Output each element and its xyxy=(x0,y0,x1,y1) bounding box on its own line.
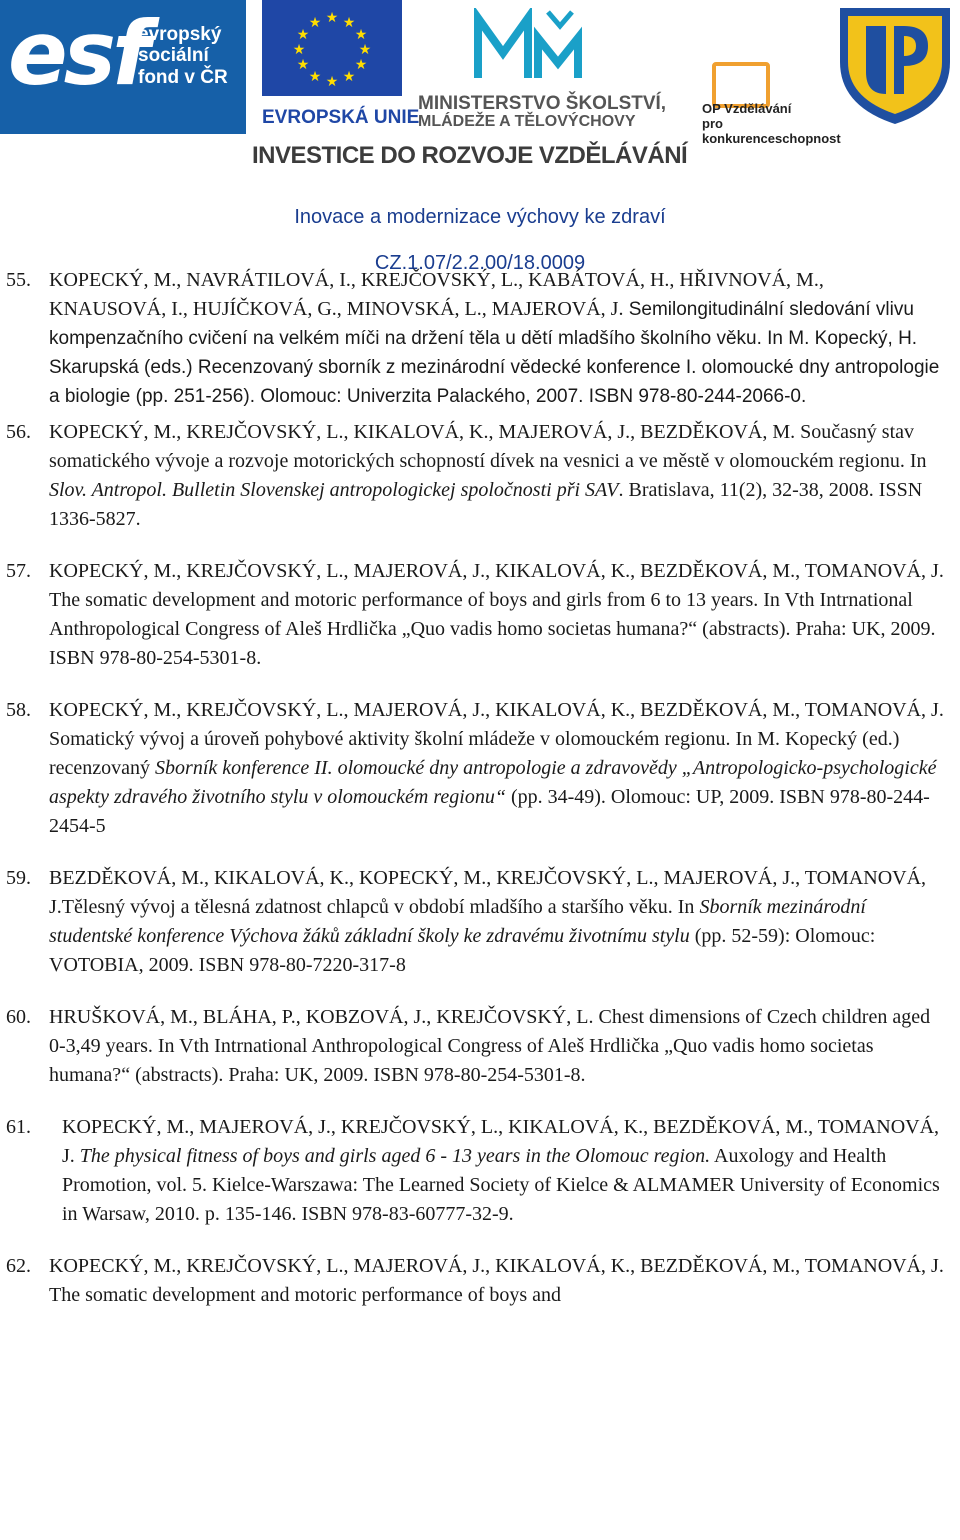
svg-text:★: ★ xyxy=(296,57,310,73)
svg-text:★: ★ xyxy=(358,42,372,58)
reference-text: (pp. 52-59): Olomouc: VOTOBIA, 2009. ISBN 978-80-7220-317-8 xyxy=(49,925,876,976)
reference-source-title: Sborník mezinárodní studentské konference Výchova žáků základní školy ke zdravému životnímu stylu xyxy=(49,896,866,947)
svg-text:★: ★ xyxy=(354,57,368,73)
reference-number: 59. xyxy=(6,867,31,889)
reference-item xyxy=(0,1003,960,1090)
eu-caption: EVROPSKÁ UNIE xyxy=(262,107,420,128)
svg-text:★: ★ xyxy=(308,15,322,31)
reference-text: Tělesný vývoj a tělesná zdatnost chlapců v období mladšího a staršího věku. In xyxy=(61,896,700,918)
esf-caption xyxy=(138,24,228,88)
reference-text: Somatický vývoj a úroveň pohybové aktivity školní mládeže v olomouckém regionu. In M. Kopecký (ed.) recenzovaný xyxy=(49,728,900,779)
reference-authors: KOPECKÝ, M., KREJČOVSKÝ, L., MAJEROVÁ, J., KIKALOVÁ, K., BEZDĚKOVÁ, M., TOMANOVÁ, J. xyxy=(49,1255,944,1277)
reference-item xyxy=(0,696,960,841)
msmt-name-line1: MINISTERSTVO ŠKOLSTVÍ, xyxy=(418,93,667,114)
reference-item xyxy=(0,864,960,980)
eu-logo xyxy=(262,0,420,134)
reference-authors: KOPECKÝ, M., KREJČOVSKÝ, L., MAJEROVÁ, J., KIKALOVÁ, K., BEZDĚKOVÁ, M., TOMANOVÁ, J. xyxy=(49,699,944,721)
esf-logo-text: esf xyxy=(8,2,147,105)
svg-text:★: ★ xyxy=(342,69,356,85)
op-caption-line: OP Vzdělávání xyxy=(702,101,792,116)
svg-text:★: ★ xyxy=(325,10,339,26)
reference-number: 57. xyxy=(6,560,31,582)
project-title: Inovace a modernizace výchovy ke zdraví xyxy=(294,206,666,228)
reference-text: Auxology and Health Promotion, vol. 5. Kielce-Warszawa: The Learned Society of Kielce & ALMAMER University of Economics in Warsaw, 2010. p. 135-146. ISBN 978-83-60777-32-9. xyxy=(62,1145,940,1225)
reference-number: 55. xyxy=(6,269,31,291)
reference-item xyxy=(0,418,960,534)
svg-text:★: ★ xyxy=(296,27,310,43)
reference-text: Současný stav somatického vývoje a rozvoje motorických schopností dívek na vesnici a ve městě v olomouckém regionu. In xyxy=(49,421,927,472)
reference-text: . Bratislava, 11(2), 32-38, 2008. ISSN 1336-5827. xyxy=(49,479,923,530)
reference-source-title: The physical fitness of boys and girls aged 6 - 13 years in the Olomouc region. xyxy=(74,1145,711,1167)
svg-text:★: ★ xyxy=(354,27,368,43)
svg-text:★: ★ xyxy=(342,15,356,31)
up-shield-logo xyxy=(836,2,954,128)
reference-source-title: Slov. Antropol. Bulletin Slovenskej antropologickej spoločnosti při SAV xyxy=(49,479,619,501)
reference-list xyxy=(0,266,960,1310)
reference-number: 60. xyxy=(6,1006,31,1028)
reference-text: (pp. 34-49). Olomouc: UP, 2009. ISBN 978-80-244-2454-5 xyxy=(49,786,930,837)
eu-stars-icon xyxy=(262,0,402,96)
reference-item xyxy=(0,1252,960,1310)
reference-authors: KOPECKÝ, M., NAVRÁTILOVÁ, I., KREJČOVSKÝ, L., KABÁTOVÁ, H., HŘIVNOVÁ, M., KNAUSOVÁ, I., HUJÍČKOVÁ, G., MINOVSKÁ, L., MAJEROVÁ, J. xyxy=(49,269,824,320)
msmt-name-line2: MLÁDEŽE A TĚLOVÝCHOVY xyxy=(418,113,636,130)
msmt-logo xyxy=(418,8,666,140)
op-caption xyxy=(702,102,841,147)
reference-number: 61. xyxy=(6,1116,31,1138)
esf-caption-line: sociální xyxy=(138,45,209,67)
reference-number: 62. xyxy=(6,1255,31,1277)
reference-text: Chest dimensions of Czech children aged 0-3,49 years. In Vth Intrnational Anthropological Congress of Aleš Hrdlička „Quo vadis homo societas humana?“ (abstracts). Praha: UK, 2009. ISBN 978-80-254-5301-8. xyxy=(49,1006,931,1086)
reference-authors: HRUŠKOVÁ, M., BLÁHA, P., KOBZOVÁ, J., KREJČOVSKÝ, L. xyxy=(49,1006,594,1028)
reference-number: 56. xyxy=(6,421,31,443)
reference-authors: KOPECKÝ, M., MAJEROVÁ, J., KREJČOVSKÝ, L., KIKALOVÁ, K., BEZDĚKOVÁ, M., TOMANOVÁ, J. xyxy=(62,1116,940,1167)
msmt-mark-icon xyxy=(468,8,598,88)
svg-text:★: ★ xyxy=(325,74,339,90)
esf-caption-line: evropský xyxy=(138,24,222,45)
project-code: CZ.1.07/2.2.00/18.0009 xyxy=(374,252,586,274)
reference-authors: KOPECKÝ, M., KREJČOVSKÝ, L., KIKALOVÁ, K., MAJEROVÁ, J., BEZDĚKOVÁ, M. xyxy=(49,421,796,443)
investment-banner: INVESTICE DO ROZVOJE VZDĚLÁVÁNÍ xyxy=(252,142,688,169)
esf-logo xyxy=(0,0,246,134)
eu-flag-icon xyxy=(262,0,402,96)
reference-text: The somatic development and motoric performance of boys and girls from 6 to 13 years. In Vth Intrnational Anthropological Congress of Aleš Hrdlička „Quo vadis homo societas humana?“ (abstracts). Praha: UK, 2009. ISBN 978-80-254-5301-8. xyxy=(49,589,936,669)
op-logo xyxy=(676,62,841,146)
reference-authors: BEZDĚKOVÁ, M., KIKALOVÁ, K., KOPECKÝ, M., KREJČOVSKÝ, L., MAJEROVÁ, J., TOMANOVÁ, J. xyxy=(49,867,927,918)
reference-item xyxy=(0,557,960,673)
reference-authors: KOPECKÝ, M., KREJČOVSKÝ, L., MAJEROVÁ, J., KIKALOVÁ, K., BEZDĚKOVÁ, M., TOMANOVÁ, J. xyxy=(49,560,944,582)
svg-text:★: ★ xyxy=(308,69,322,85)
reference-item xyxy=(0,266,960,411)
op-caption-line: pro konkurenceschopnost xyxy=(702,115,841,146)
reference-text: Semilongitudinální sledování vlivu kompenzačního cvičení na velkém míči na držení těla u dětí mladšího školního věku. In M. Kopecký, H. Skarupská (eds.) Recenzovaný sborník z mezinárodní vědecké konference I. olomoucké dny antropologie a biologie (pp. 251-256). Olomouc: Univerzita Palackého, 2007. ISBN 978-80-244-2066-0. xyxy=(49,299,940,407)
esf-caption-line: fond v ČR xyxy=(138,66,228,88)
reference-item xyxy=(0,1113,960,1229)
svg-text:★: ★ xyxy=(292,42,306,58)
up-shield-icon xyxy=(836,2,954,128)
reference-text: The somatic development and motoric performance of boys and xyxy=(49,1284,562,1306)
reference-number: 58. xyxy=(6,699,31,721)
reference-source-title: Sborník konference II. olomoucké dny antropologie a zdravovědy „Antropologicko-psychologické aspekty zdravého životního stylu v olomouckém regionu“ xyxy=(49,757,937,808)
